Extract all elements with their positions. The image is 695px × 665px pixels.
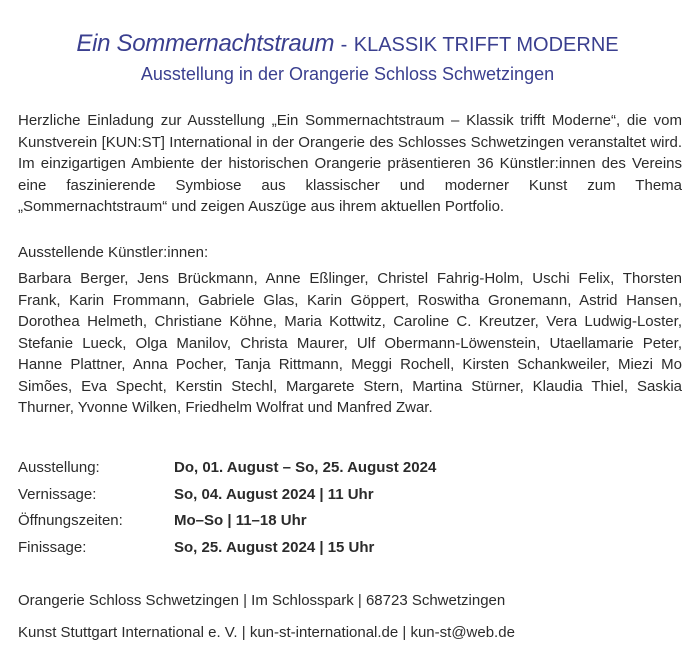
footer-address: Orangerie Schloss Schwetzingen | Im Schlosspark | 68723 Schwetzingen (18, 592, 506, 609)
event-details (18, 455, 682, 561)
detail-label: Öffnungszeiten: (18, 512, 123, 529)
artists-heading: Ausstellende Künstler:innen: (18, 244, 209, 261)
title-separator: - (340, 34, 348, 56)
detail-label: Finissage: (18, 538, 87, 556)
footer-contact: Kunst Stuttgart International e. V. | kun-st-international.de | kun-st@web.de (18, 624, 515, 641)
detail-row-finissage (18, 535, 682, 562)
detail-value: So, 25. August 2024 | 15 Uhr (174, 538, 375, 556)
detail-row-exhibition (18, 455, 682, 482)
artists-list: Barbara Berger, Jens Brückmann, Anne Eßlinger, Christel Fahrig-Holm, Uschi Felix, Thorsten Frank, Karin Frommann, Gabriele Glas, Karin Göppert, Roswitha Gronemann, Astrid Hansen, Dorothea Helmeth, Christiane Köhne, Maria Kottwitz, Caroline C. Kreutzer, Vera Ludwig-Loster, Stefanie Lueck, Olga Manilov, Christa Maurer, Ulf Obermann-Löwenstein, Utaellamarie Peter, Hanne Plattner, Anna Pocher, Tanja Rittmann, Meggi Rochell, Kirsten Schankweiler, Miezi Mo Simões, Eva Specht, Kerstin Stechl, Margarete Stern, Martina Stürner, Klaudia Thiel, Saskia Thurner, Yvonne Wilken, Friedhelm Wolfrat und Manfred Zwar. (18, 270, 682, 416)
detail-label: Ausstellung: (18, 459, 100, 476)
page-title (0, 30, 695, 58)
footer (18, 585, 682, 649)
title-main: Ein Sommernachtstraum (76, 30, 335, 57)
detail-value: Mo–So | 11–18 Uhr (174, 512, 307, 529)
page-subtitle: Ausstellung in der Orangerie Schloss Schwetzingen (140, 64, 555, 84)
detail-row-vernissage (18, 482, 682, 509)
detail-row-opening-hours (18, 508, 682, 535)
detail-label: Vernissage: (18, 485, 97, 503)
detail-value: Do, 01. August – So, 25. August 2024 (174, 459, 437, 476)
title-sub: KLASSIK TRIFFT MODERNE (353, 34, 619, 56)
detail-value: So, 04. August 2024 | 11 Uhr (174, 485, 374, 503)
intro-paragraph: Herzliche Einladung zur Ausstellung „Ein Sommernachtstraum – Klassik trifft Moderne“, die vom Kunstverein [KUN:ST] International in der Orangerie des Schlosses Schwetzingen veranstaltet wird. Im einzigartigen Ambiente der historischen Orangerie präsentieren 36 Künstler:innen des Vereins eine faszinierende Symbiose aus klassischer und moderner Kunst zum Thema „Sommernachtstraum“ und zeigen Auszüge aus ihrem aktuellen Portfolio. (18, 112, 682, 215)
